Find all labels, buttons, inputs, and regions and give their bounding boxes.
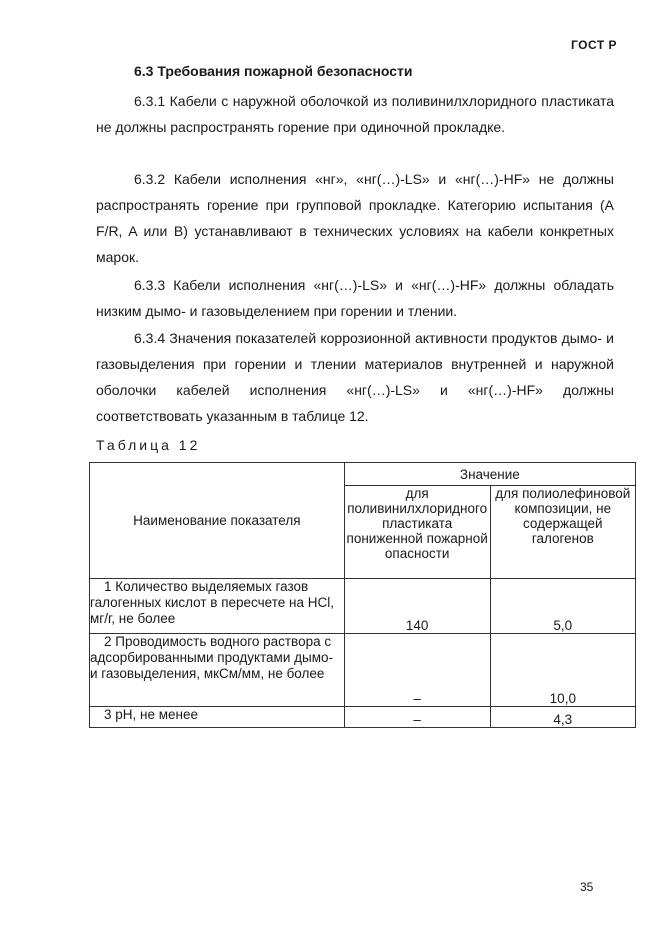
header-value: Значение (344, 463, 635, 486)
row-value-polyolefin: 10,0 (490, 634, 635, 707)
row-value-pvc: 140 (344, 579, 490, 634)
requirements-table (89, 462, 636, 728)
header-indicator-name: Наименование показателя (90, 463, 345, 579)
paragraph-6-3-4: 6.3.4 Значения показателей коррозионной активности продуктов дымо- и газовыделения при горении и тлении материалов внутренней и наружной оболочки кабелей исполнения «нг(…)-LS» и «нг(…)-HF» должны соответствовать указанным в таблице 12. (96, 330, 614, 424)
page-number: 35 (580, 880, 594, 894)
row-value-polyolefin: 5,0 (490, 579, 635, 634)
paragraph-6-3-3: 6.3.3 Кабели исполнения «нг(…)-LS» и «нг(…)-HF» должны обладать низким дымо- и газовыделением при горении и тлении. (96, 277, 614, 319)
section-heading: 6.3 Требования пожарной безопасности (134, 63, 413, 79)
paragraph-6-3-2: 6.3.2 Кабели исполнения «нг», «нг(…)-LS» и «нг(…)-HF» не должны распространять горение при групповой прокладке. Категорию испытания (A F/R, A или B) устанавливают в технических условиях на кабели конкретных марок. (96, 171, 614, 265)
paragraph-6-3-1: 6.3.1 Кабели с наружной оболочкой из поливинилхлоридного пластиката не должны распространять горение при одиночной прокладке. (96, 93, 614, 135)
row-indicator-name: 2 Проводимость водного раствора с адсорбированными продуктами дымо- и газовыделения, мкСм/мм, не более (90, 634, 345, 707)
subheader-pvc: для поливинилхлоридного пластиката пониженной пожарной опасности (344, 486, 490, 579)
row-value-pvc: – (344, 634, 490, 707)
table-caption: Таблица 12 (96, 437, 201, 453)
row-indicator-name: 1 Количество выделяемых газов галогенных кислот в пересчете на HCl, мг/г, не более (90, 579, 345, 634)
table-row (90, 579, 636, 634)
row-value-pvc: – (344, 707, 490, 728)
subheader-polyolefin: для полиолефиновой композиции, не содержащей галогенов (490, 486, 635, 579)
table-row (90, 707, 636, 728)
row-indicator-name: 3 pH, не менее (90, 707, 345, 728)
row-value-polyolefin: 4,3 (490, 707, 635, 728)
table-header-row (90, 463, 636, 486)
document-standard-label: ГОСТ Р (570, 38, 617, 52)
table-row (90, 634, 636, 707)
